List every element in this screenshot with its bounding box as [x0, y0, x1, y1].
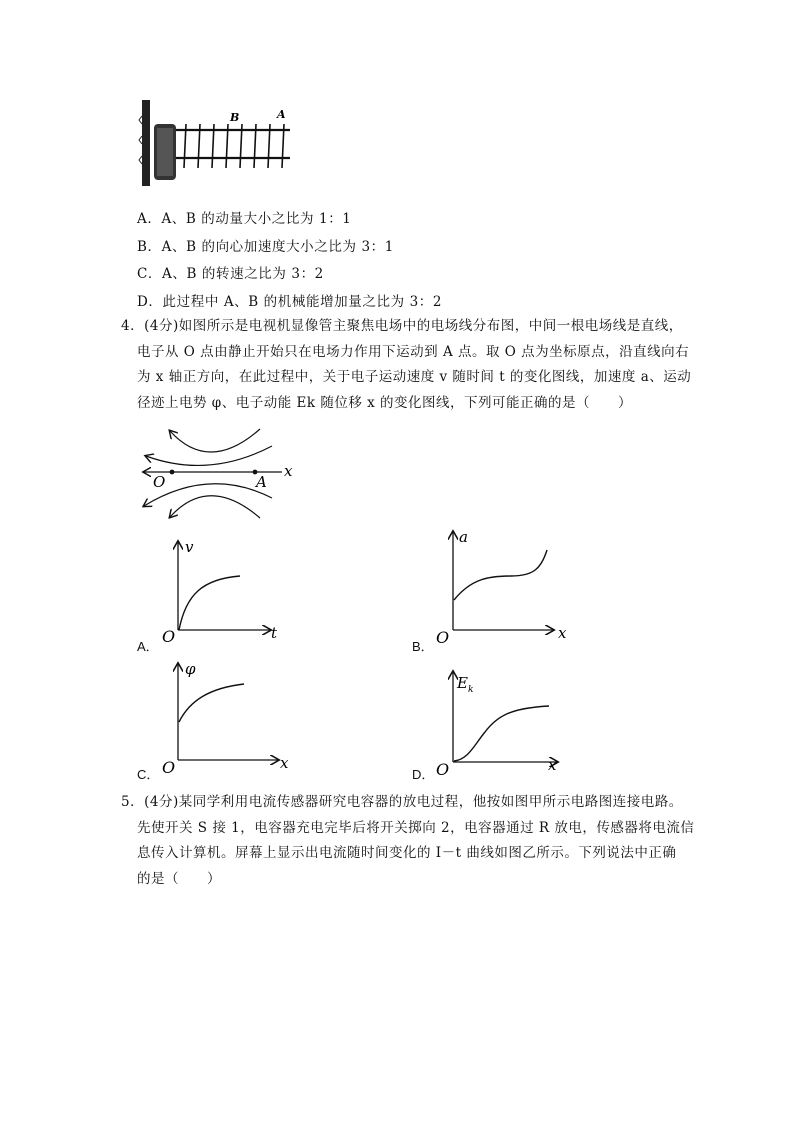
graph-b-a-x	[433, 524, 573, 644]
q5-line-4: 的是（ ）	[137, 870, 221, 887]
graph-c-y-label: φ	[185, 660, 196, 678]
graph-c-phi-x	[158, 656, 298, 774]
q4-line-2: 电子从 O 点由静止开始只在电场力作用下运动到 A 点。取 O 点为坐标原点，沿直线向右	[137, 343, 690, 360]
q5-line-3: 息传入计算机。屏幕上显示出电流随时间变化的 I－t 曲线如图乙所示。下列说法中正确	[137, 845, 677, 861]
field-label-a: A	[256, 473, 267, 491]
q5-stem	[121, 790, 695, 892]
q4-stem	[121, 314, 692, 416]
q4-line-3: 为 x 轴正方向，在此过程中，关于电子运动速度 v 随时间 t 的变化图线，加速度 a、运动	[137, 369, 692, 385]
graph-b-origin: O	[436, 628, 450, 644]
point-b-label: B	[230, 111, 240, 124]
graph-d-ek-x	[433, 664, 573, 776]
q4-line-1: 4．(4分)如图所示是电视机显像管主聚焦电场中的电场线分布图，中间一根电场线是直线，	[121, 318, 683, 334]
graph-b-x-label: x	[558, 624, 567, 642]
field-label-x: x	[284, 462, 293, 480]
q4-line-4: 径迹上电势 φ、电子动能 Ek 随位移 x 的变化图线，下列可能正确的是（ ）	[137, 394, 633, 411]
q3-option-a: A．A、B 的动量大小之比为 1：1	[137, 211, 352, 227]
graph-d-y-sub: k	[468, 685, 474, 695]
q5-line-1: 5．(4分)某同学利用电流传感器研究电容器的放电过程，他按如图甲所示电路图连接电路。	[121, 794, 683, 810]
q4-option-c-label: C．	[137, 767, 160, 782]
graph-d-x-label: x	[548, 756, 557, 774]
field-label-o: O	[153, 473, 166, 491]
graph-d-origin: O	[436, 760, 450, 776]
graph-c-origin: O	[162, 758, 176, 774]
rotating-rod-figure	[138, 96, 298, 188]
graph-c-x-label: x	[280, 754, 289, 772]
graph-b-y-label: a	[459, 528, 468, 546]
point-a-label: A	[277, 108, 286, 121]
q3-option-b: B．A、B 的向心加速度大小之比为 3：1	[137, 239, 394, 255]
graph-a-origin: O	[162, 627, 176, 644]
q3-option-d: D．此过程中 A、B 的机械能增加量之比为 3：2	[137, 294, 443, 310]
graph-a-x-label: t	[271, 624, 278, 642]
q4-option-a-label: A．	[137, 639, 159, 654]
q3-option-c: C．A、B 的转速之比为 3：2	[137, 266, 324, 282]
q5-line-2: 先使开关 S 接 1，电容器充电完毕后将开关掷向 2，电容器通过 R 放电，传感器将电流信	[137, 819, 695, 836]
graph-a-y-label: v	[185, 538, 194, 556]
graph-a-v-t	[158, 534, 286, 644]
graph-d-y-label: E	[457, 674, 468, 692]
q4-option-b-label: B．	[412, 639, 434, 654]
electric-field-figure	[134, 424, 304, 524]
q4-option-d-label: D．	[412, 767, 435, 782]
